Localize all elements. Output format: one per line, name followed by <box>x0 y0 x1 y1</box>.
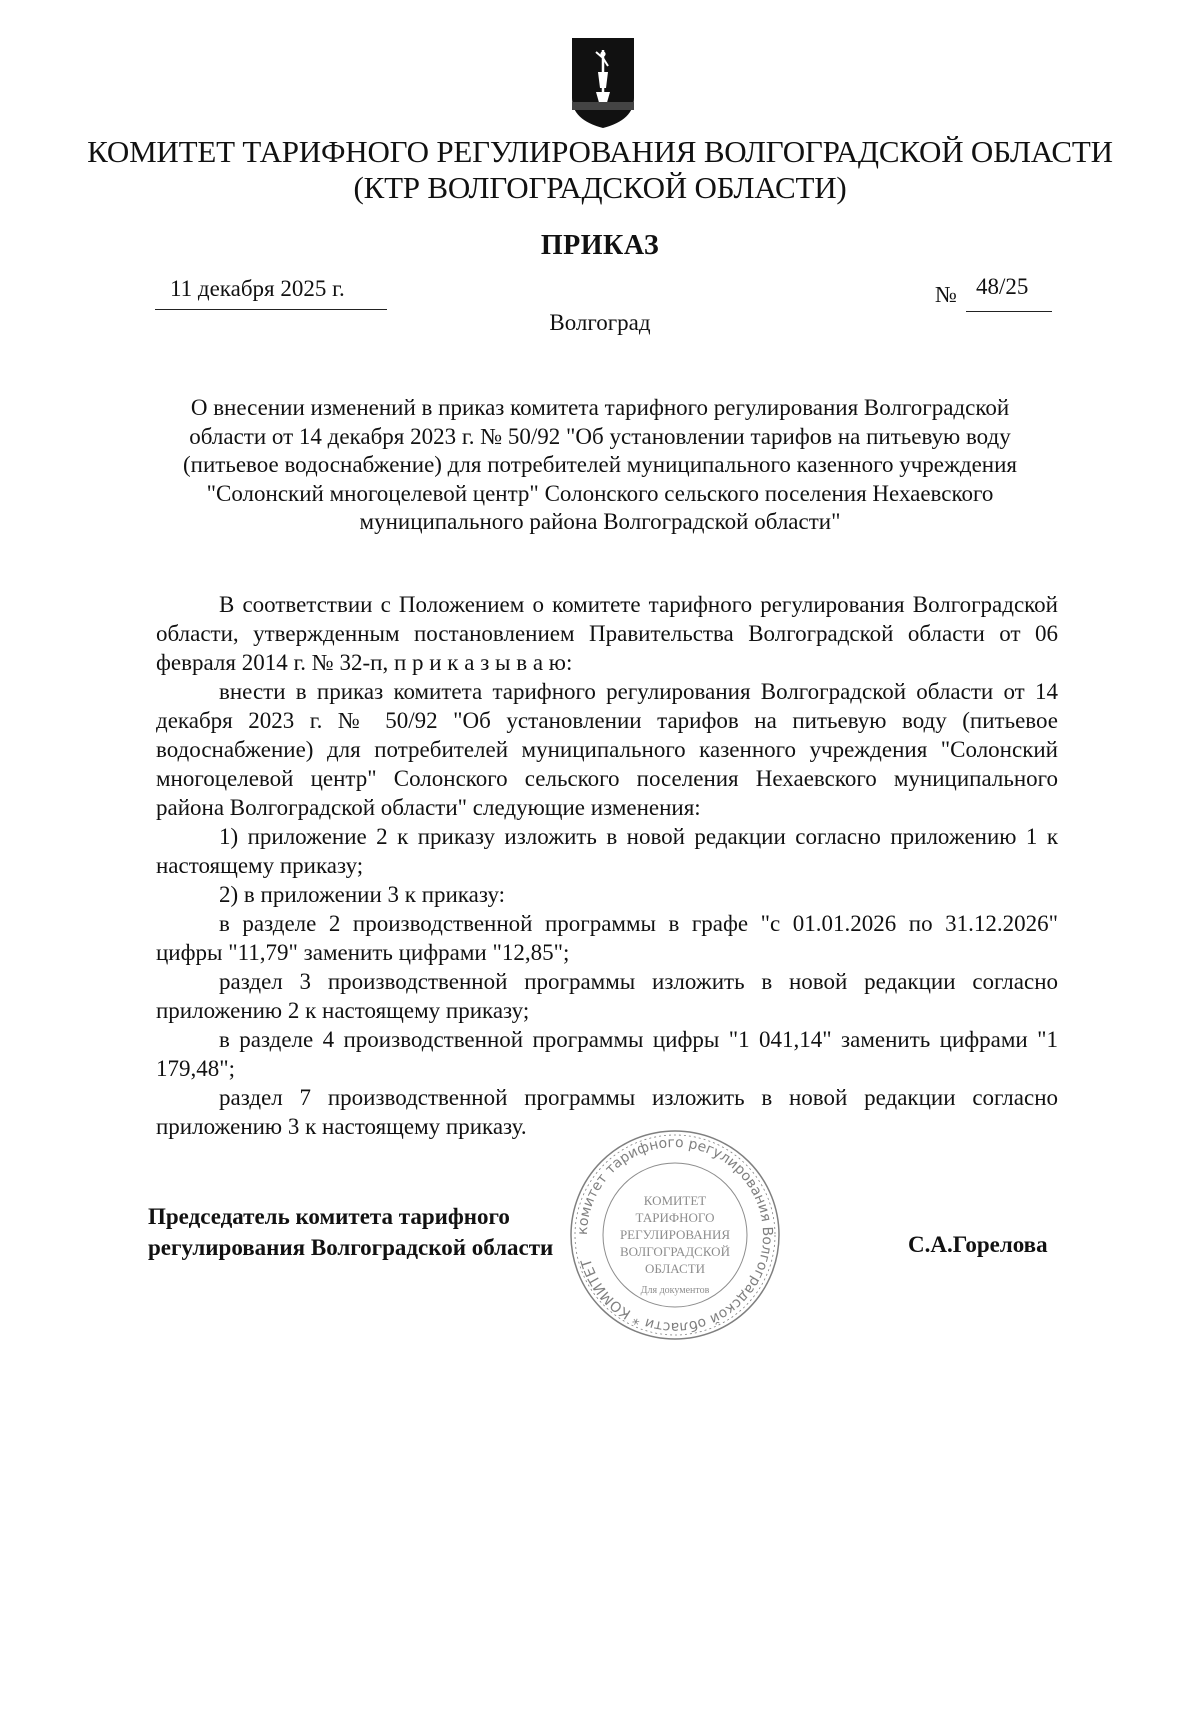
order-subject <box>150 394 1050 537</box>
order-date: 11 декабря 2025 г. <box>170 276 345 301</box>
amendment-subitem: в разделе 2 производственной программы в графе "с 01.01.2026 по 31.12.2026" цифры "11,79" заменить цифрами "12,85"; <box>156 911 1058 965</box>
subject-line: муниципального района Волгоградской области" <box>359 509 841 534</box>
official-seal-icon <box>565 1125 785 1345</box>
number-sign: № <box>935 282 957 307</box>
amendment-item-2: 2) в приложении 3 к приказу: <box>219 882 506 907</box>
seal-center-line: ОБЛАСТИ <box>644 1261 706 1276</box>
position-line: регулирования Волгоградской области <box>148 1235 554 1260</box>
org-abbrev-line: (КТР ВОЛГОГРАДСКОЙ ОБЛАСТИ) <box>353 170 847 205</box>
seal-bottom-text: Для документов <box>640 1285 710 1296</box>
position-line: Председатель комитета тарифного <box>148 1204 510 1229</box>
coat-of-arms-icon <box>570 36 636 130</box>
order-paragraph: внести в приказ комитета тарифного регулирования Волгоградской области от 14 декабря 2023 г. № 50/92 "Об установлении тарифов на питьевую воду (питьевое водоснабжение) для потребителей муниципального казенного учреждения "Солонский многоцелевой центр" Солонского сельского поселения Нехаевского муниципального района Волгоградской области" следующие изменения: <box>156 679 1058 820</box>
document-type-title: ПРИКАЗ <box>540 230 660 261</box>
amendment-subitem: в разделе 4 производственной программы цифры "1 041,14" заменить цифрами "1 179,48"; <box>156 1027 1058 1081</box>
org-title <box>0 134 1200 206</box>
order-body <box>156 590 1058 1141</box>
seal-center-line: РЕГУЛИРОВАНИЯ <box>619 1227 731 1242</box>
subject-line: (питьевое водоснабжение) для потребителей муниципального казенного учреждения <box>183 452 1017 477</box>
org-name-line: КОМИТЕТ ТАРИФНОГО РЕГУЛИРОВАНИЯ ВОЛГОГРАДСКОЙ ОБЛАСТИ <box>87 134 1113 169</box>
subject-line: области от 14 декабря 2023 г. № 50/92 "Об установлении тарифов на питьевую воду <box>189 423 1011 449</box>
seal-center-line: ВОЛГОГРАДСКОЙ <box>620 1244 730 1259</box>
signatory-position <box>148 1201 553 1263</box>
subject-line: "Солонский многоцелевой центр" Солонского сельского поселения Нехаевского <box>206 480 994 506</box>
order-city: Волгоград <box>549 310 651 335</box>
subject-line: О внесении изменений в приказ комитета тарифного регулирования Волгоградской <box>190 395 1010 420</box>
seal-center-line: ТАРИФНОГО <box>635 1210 715 1225</box>
amendment-subitem: раздел 3 производственной программы изложить в новой редакции согласно приложению 2 к настоящему приказу; <box>156 969 1058 1023</box>
amendment-subitem: раздел 7 производственной программы изложить в новой редакции согласно приложению 3 к настоящему приказу. <box>156 1085 1058 1139</box>
amendment-item-1: 1) приложение 2 к приказу изложить в новой редакции согласно приложению 1 к настоящему приказу; <box>156 824 1058 878</box>
order-number: 48/25 <box>976 274 1029 299</box>
signatory-name: С.А.Горелова <box>908 1232 1048 1257</box>
seal-center-line: КОМИТЕТ <box>643 1193 707 1208</box>
preamble-paragraph: В соответствии с Положением о комитете тарифного регулирования Волгоградской области, утвержденным постановлением Правительства Волгоградской области от 06 февраля 2014 г. № 32-п, п р и к а з ы в а ю: <box>156 592 1058 675</box>
seal-ring-text: комитет тарифного регулирования Волгоградской области * КОМИТЕТ <box>574 1134 776 1336</box>
